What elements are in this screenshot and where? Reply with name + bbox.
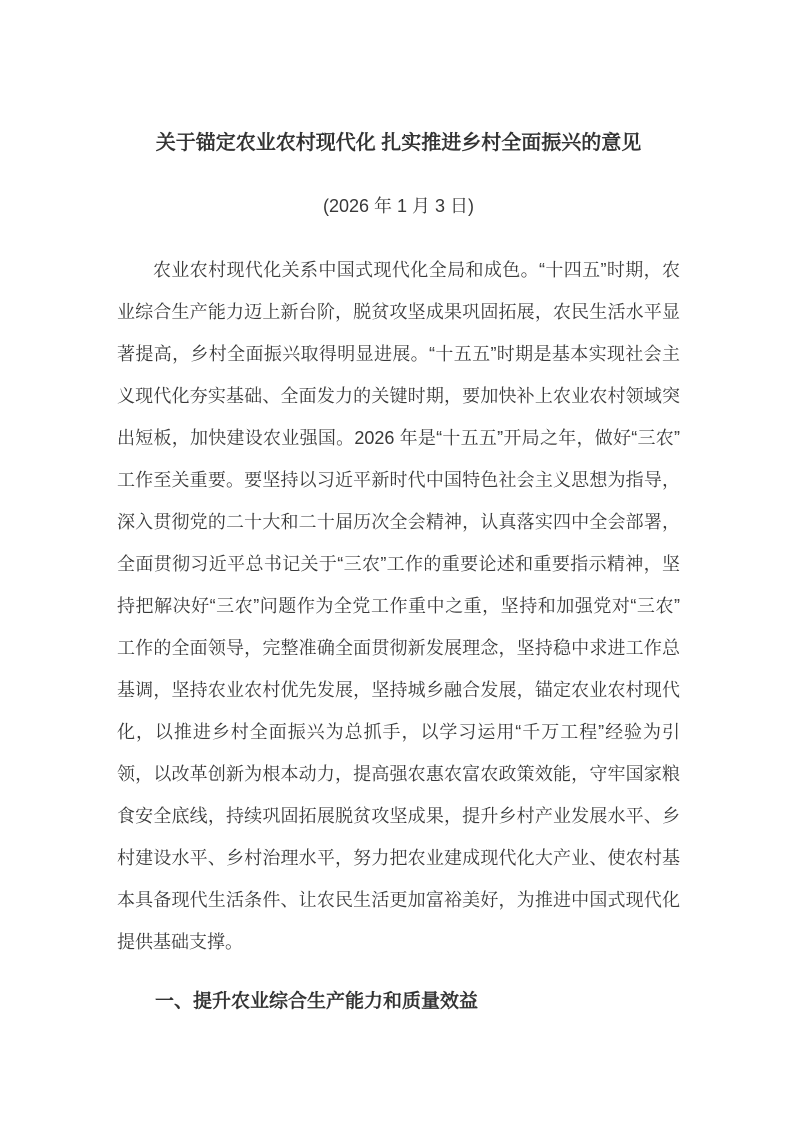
document-date: (2026 年 1 月 3 日) <box>322 196 475 216</box>
document-title: 关于锚定农业农村现代化 扎实推进乡村全面振兴的意见 <box>155 132 642 154</box>
section-heading-1: 一、提升农业综合生产能力和质量效益 <box>155 991 479 1012</box>
intro-paragraph: 农业农村现代化关系中国式现代化全局和成色。“十四五”时期，农业综合生产能力迈上新台阶，脱贫攻坚成果巩固拓展，农民生活水平显著提高，乡村全面振兴取得明显进展。“十五五”时期是基本实现社会主义现代化夯实基础、全面发力的关键时期，要加快补上农业农村领域突出短板，加快建设农业强国。2026 年是“十五五”开局之年，做好“三农”工作至关重要。要坚持以习近平新时代中国特色社会主义思想为指导，深入贯彻党的二十大和二十届历次全会精神，认真落实四中全会部署，全面贯彻习近平总书记关于“三农”工作的重要论述和重要指示精神，坚持把解决好“三农”问题作为全党工作重中之重，坚持和加强党对“三农”工作的全面领导，完整准确全面贯彻新发展理念，坚持稳中求进工作总基调，坚持农业农村优先发展，坚持城乡融合发展，锚定农业农村现代化，以推进乡村全面振兴为总抓手，以学习运用“千万工程”经验为引领，以改革创新为根本动力，提高强农惠农富农政策效能，守牢国家粮食安全底线，持续巩固拓展脱贫攻坚成果，提升乡村产业发展水平、乡村建设水平、乡村治理水平，努力把农业建成现代化大产业、使农村基本具备现代生活条件、让农民生活更加富裕美好，为推进中国式现代化提供基础支撑。 <box>117 260 680 952</box>
